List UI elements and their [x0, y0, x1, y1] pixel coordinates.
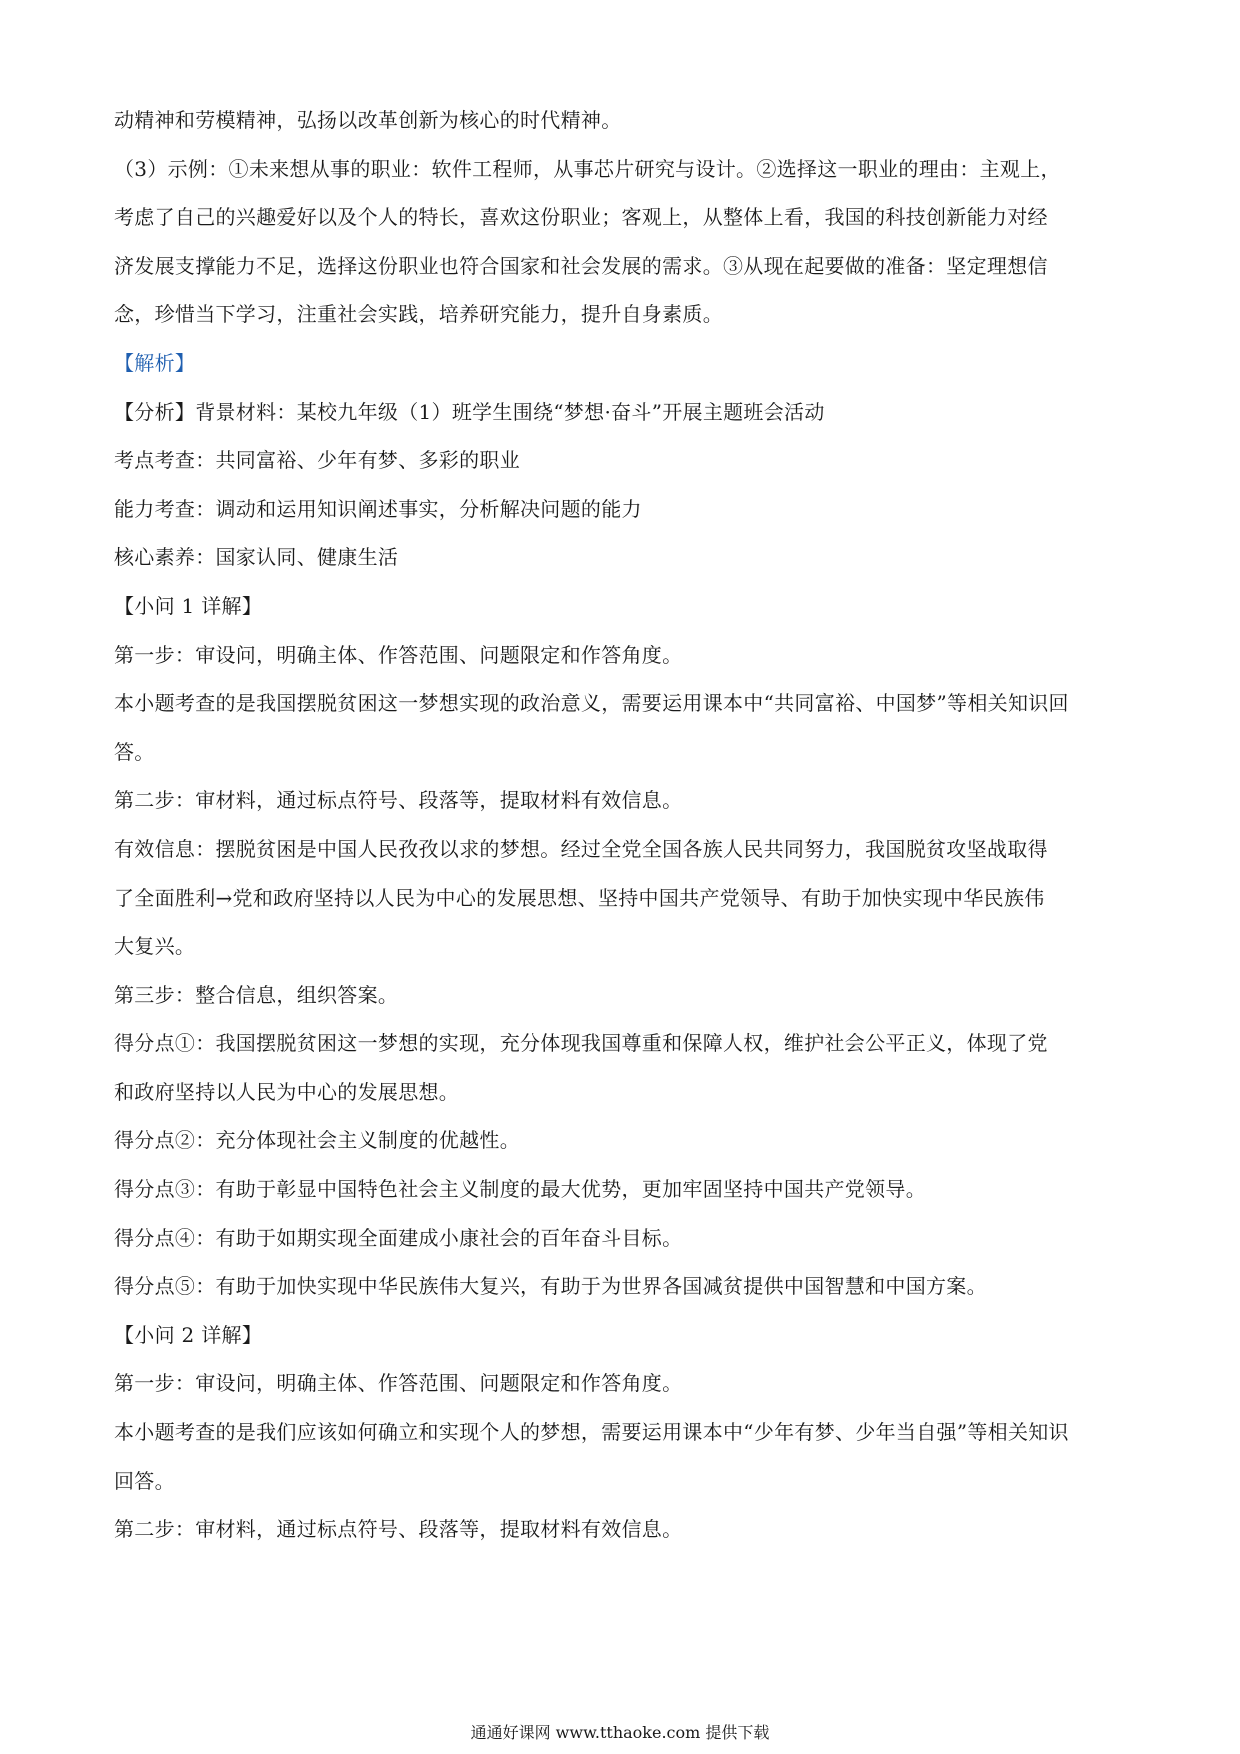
text-line: 本小题考查的是我们应该如何确立和实现个人的梦想，需要运用课本中“少年有梦、少年当自强”等相关知识 — [114, 1420, 1069, 1445]
text-line: 回答。 — [114, 1468, 175, 1493]
text-line: 本小题考查的是我国摆脱贫困这一梦想实现的政治意义，需要运用课本中“共同富裕、中国梦”等相关知识回 — [114, 691, 1069, 716]
text-line: 得分点②：充分体现社会主义制度的优越性。 — [114, 1128, 520, 1153]
text-line: 第一步：审设问，明确主体、作答范围、问题限定和作答角度。 — [114, 1371, 683, 1396]
text-line: 核心素养：国家认同、健康生活 — [114, 545, 399, 570]
text-line: 得分点①：我国摆脱贫困这一梦想的实现，充分体现我国尊重和保障人权，维护社会公平正义，体现了党 — [114, 1031, 1048, 1056]
text-line: 答。 — [114, 739, 155, 764]
text-line: 得分点③：有助于彰显中国特色社会主义制度的最大优势，更加牢固坚持中国共产党领导。 — [114, 1177, 926, 1202]
text-line: 济发展支撑能力不足，选择这份职业也符合国家和社会发展的需求。③从现在起要做的准备：坚定理想信 — [114, 253, 1048, 278]
analysis-heading: 【解析】 — [114, 350, 196, 375]
text-line: 和政府坚持以人民为中心的发展思想。 — [114, 1079, 460, 1104]
text-line: 第三步：整合信息，组织答案。 — [114, 982, 399, 1007]
text-line: 大复兴。 — [114, 934, 196, 959]
text-line: 有效信息：摆脱贫困是中国人民孜孜以求的梦想。经过全党全国各族人民共同努力，我国脱贫攻坚战取得 — [114, 836, 1048, 861]
subquestion-2-heading: 【小问 2 详解】 — [114, 1322, 263, 1347]
text-line: 第二步：审材料，通过标点符号、段落等，提取材料有效信息。 — [114, 1517, 683, 1542]
text-line: 得分点⑤：有助于加快实现中华民族伟大复兴，有助于为世界各国减贫提供中国智慧和中国方案。 — [114, 1274, 987, 1299]
text-line: 得分点④：有助于如期实现全面建成小康社会的百年奋斗目标。 — [114, 1225, 683, 1250]
text-line: 考点考查：共同富裕、少年有梦、多彩的职业 — [114, 448, 520, 473]
text-line: 动精神和劳模精神，弘扬以改革创新为核心的时代精神。 — [114, 108, 622, 132]
document-body — [114, 96, 1136, 1554]
text-line: 了全面胜利→党和政府坚持以人民为中心的发展思想、坚持中国共产党领导、有助于加快实现中华民族伟 — [114, 885, 1045, 910]
subquestion-1-heading: 【小问 1 详解】 — [114, 593, 263, 618]
page-footer: 通通好课网 www.tthaoke.com 提供下载 — [470, 1723, 770, 1742]
text-line: 【分析】背景材料：某校九年级（1）班学生围绕“梦想·奋斗”开展主题班会活动 — [114, 399, 825, 424]
text-line: 能力考查：调动和运用知识阐述事实，分析解决问题的能力 — [114, 496, 642, 521]
text-line: 第一步：审设问，明确主体、作答范围、问题限定和作答角度。 — [114, 642, 683, 667]
text-line: 第二步：审材料，通过标点符号、段落等，提取材料有效信息。 — [114, 788, 683, 813]
text-line: 考虑了自己的兴趣爱好以及个人的特长，喜欢这份职业；客观上，从整体上看，我国的科技创新能力对经 — [114, 205, 1048, 230]
text-line: （3）示例：①未来想从事的职业：软件工程师，从事芯片研究与设计。②选择这一职业的理由：主观上， — [114, 156, 1061, 181]
text-line: 念，珍惜当下学习，注重社会实践，培养研究能力，提升自身素质。 — [114, 302, 723, 327]
